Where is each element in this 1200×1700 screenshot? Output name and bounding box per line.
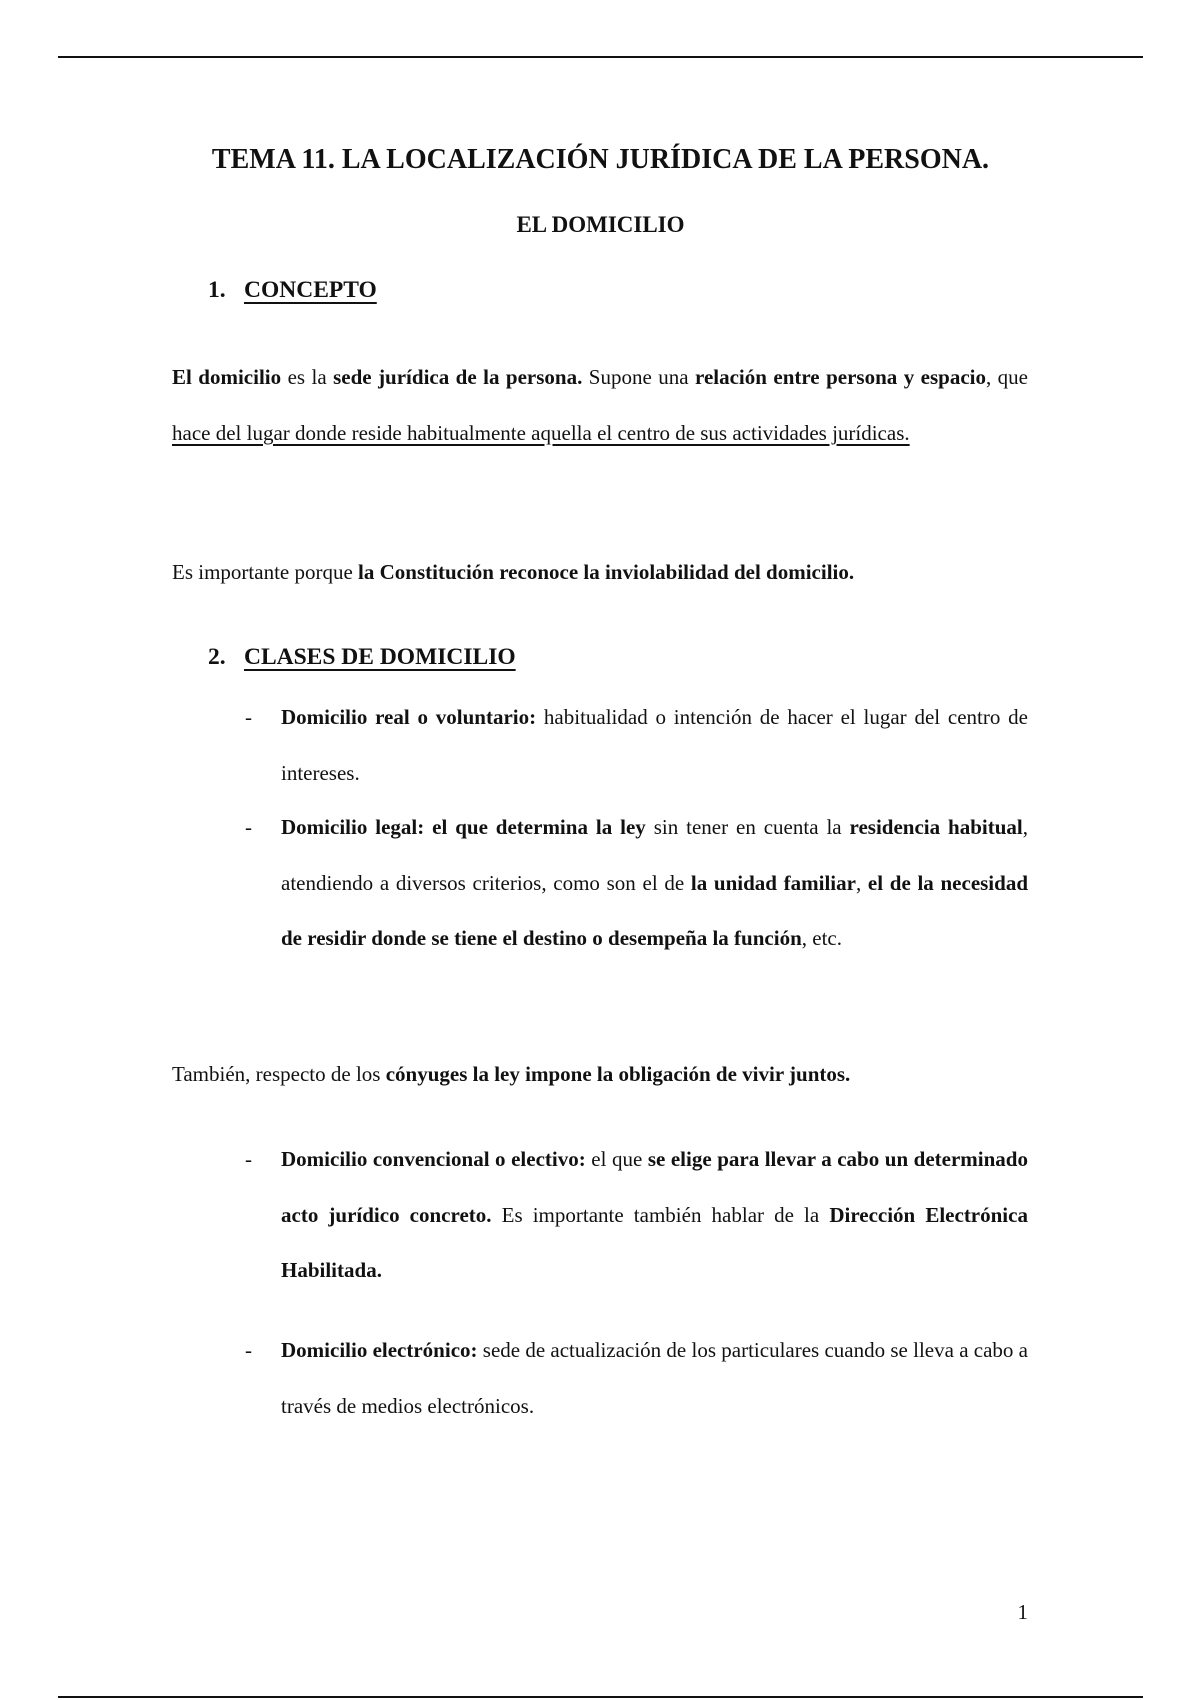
bold-term: Dirección Electrónica Habilitada. bbox=[281, 1202, 1028, 1282]
text-run: También, respecto de los bbox=[172, 1062, 386, 1086]
document-title: TEMA 11. LA LOCALIZACIÓN JURÍDICA DE LA PERSONA. bbox=[211, 144, 990, 175]
list-dash: - bbox=[245, 1338, 252, 1362]
list-dash: - bbox=[245, 705, 252, 729]
section-number: 1. bbox=[208, 277, 226, 303]
concept-paragraph bbox=[172, 350, 1028, 461]
bold-term: se elige para llevar a cabo un determinado acto jurídico concreto. bbox=[281, 1147, 1028, 1227]
text-run: , etc. bbox=[801, 926, 842, 950]
list-item-domicilio-legal bbox=[245, 800, 1028, 967]
text-run: Supone una bbox=[582, 365, 695, 389]
bold-term: relación entre persona y espacio bbox=[695, 365, 986, 389]
text-run: , que bbox=[985, 365, 1029, 389]
importance-paragraph bbox=[172, 545, 1028, 601]
text-run: Es importante porque bbox=[172, 560, 359, 584]
bold-term: sede jurídica de la persona. bbox=[333, 365, 583, 389]
section-heading-clases bbox=[208, 640, 516, 674]
footer-rule bbox=[58, 1696, 1143, 1698]
document-subtitle: EL DOMICILIO bbox=[516, 212, 685, 237]
text-run: habitualidad o intención de hacer el lugar del centro de intereses. bbox=[281, 705, 1028, 785]
text-run: es la bbox=[281, 365, 334, 389]
item-label: Domicilio electrónico: bbox=[281, 1338, 478, 1362]
header-rule bbox=[58, 56, 1143, 58]
list-dash: - bbox=[245, 815, 252, 839]
item-label: Domicilio convencional o electivo: bbox=[281, 1147, 586, 1171]
item-label: Domicilio legal: bbox=[281, 815, 425, 839]
section-heading-concepto bbox=[208, 273, 377, 307]
underlined-text: hace del lugar donde reside habitualmente aquella el centro de sus actividades jurídicas. bbox=[172, 420, 910, 445]
text-run: , atendiendo a diversos criterios, como son el de bbox=[281, 815, 1029, 895]
section-title: CONCEPTO bbox=[244, 277, 377, 303]
bold-term: residencia habitual bbox=[849, 815, 1023, 839]
text-run: sede de actualización de los particulares cuando se lleva a cabo a través de medios electrónicos. bbox=[281, 1338, 1028, 1418]
list-dash: - bbox=[245, 1147, 252, 1171]
page-number: 1 bbox=[1017, 1600, 1028, 1624]
text-run: , bbox=[855, 870, 868, 895]
bold-term: cónyuges la ley impone la obligación de vivir juntos. bbox=[385, 1062, 851, 1086]
bold-term: el de la necesidad de residir donde se tiene el destino o desempeña la función bbox=[281, 870, 1029, 950]
section-title: CLASES DE DOMICILIO bbox=[244, 644, 516, 670]
text-run bbox=[424, 815, 432, 839]
spouses-paragraph bbox=[172, 1047, 1028, 1103]
bold-term: la Constitución reconoce la inviolabilidad del domicilio. bbox=[358, 560, 855, 584]
bold-term: la unidad familiar bbox=[690, 870, 856, 895]
section-number: 2. bbox=[208, 644, 226, 670]
text-run: Es importante también hablar de la bbox=[491, 1202, 830, 1227]
bold-term: el que determina la ley bbox=[432, 815, 646, 839]
bold-term: El domicilio bbox=[172, 365, 282, 389]
list-item-domicilio-real bbox=[245, 690, 1028, 801]
list-item-domicilio-electronico bbox=[245, 1323, 1028, 1434]
item-label: Domicilio real o voluntario: bbox=[281, 705, 537, 729]
list-item-domicilio-convencional bbox=[245, 1132, 1028, 1299]
text-run: el que bbox=[585, 1147, 648, 1171]
text-run: sin tener en cuenta la bbox=[645, 815, 850, 839]
